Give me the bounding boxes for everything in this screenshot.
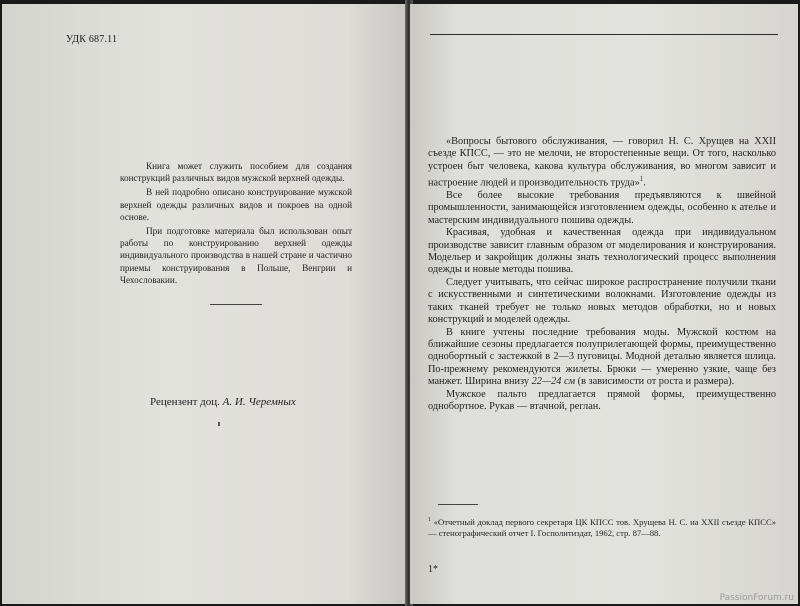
fashion-text-end: (в зависимости от роста и размера). bbox=[577, 376, 735, 388]
trouser-width: 22—24 см bbox=[531, 376, 576, 388]
body-paragraph: Все более высокие требования предъявляются к швейной промышленности, занимающейся изготовлением одежды, особенно к ателье и мастерским индивидуального пошива одежды. bbox=[428, 190, 776, 226]
annotation-paragraph: В ней подробно описано конструирование мужской верхней одежды различных видов и покроев на одной основе. bbox=[120, 187, 352, 222]
footnote bbox=[428, 515, 776, 539]
reviewer-line bbox=[150, 396, 370, 408]
reviewer-name: А. И. Черемных bbox=[222, 396, 296, 408]
body-paragraph: Мужское пальто предлагается прямой формы, преимущественно однобортное. Рукав — втачной, реглан. bbox=[428, 388, 776, 412]
book-annotation bbox=[120, 160, 352, 288]
left-page bbox=[2, 4, 408, 604]
footnote-text: «Отчетный доклад первого секретаря ЦК КПСС тов. Хрущева Н. С. на XXII съезде КПСС» — стенографический отчет I. Госполитиздат, 1962, стр. 87—88. bbox=[428, 516, 776, 538]
footnote-rule bbox=[438, 504, 478, 505]
body-paragraph: Красивая, удобная и качественная одежда при индивидуальном производстве зависит главным образом от моделирования и конструирования. Модельер и закройщик должны знать технологический процесс выполнения одежды и новые методы пошива. bbox=[428, 227, 776, 276]
watermark: PassionForum.ru bbox=[719, 593, 794, 603]
fashion-text: В книге учтены последние требования моды. Мужской костюм на ближайшие сезоны предлагается полуприлегающей формы, преимущественно однобортный с застежкой в 2—3 пуговицы. Модной деталью является шлица. По-прежнему рекомендуются жилеты. Брюки — умеренно узкие, чаще без манжет. Ширина внизу bbox=[428, 326, 776, 388]
header-rule bbox=[430, 34, 778, 35]
quote-end: . bbox=[643, 177, 646, 189]
annotation-paragraph: Книга может служить пособием для создания конструкций различных видов мужской верхней одежды. bbox=[120, 161, 352, 184]
body-paragraph bbox=[428, 136, 776, 190]
body-paragraph: Следует учитывать, что сейчас широкое распространение получили ткани с искусственными и синтетическими волокнами. Изготовление одежды из таких тканей требует не только новых методов обработки, но и новых конструкций и моделей одежды. bbox=[428, 276, 776, 326]
body-paragraph bbox=[428, 327, 776, 389]
preface-text bbox=[428, 136, 776, 413]
annotation-paragraph: При подготовке материала был использован опыт работы по конструированию верхней одежды индивидуального производства в нашей стране и частично приемы конструирования в Польше, Венгрии и Чехословакии. bbox=[120, 226, 352, 285]
print-mark bbox=[218, 422, 220, 426]
separator-rule bbox=[210, 304, 262, 305]
footnote-ref: 1 bbox=[639, 175, 644, 184]
footnote-mark: 1 bbox=[428, 517, 431, 523]
reviewer-label: Рецензент доц. bbox=[150, 396, 220, 408]
right-page bbox=[410, 4, 798, 604]
quote-text: «Вопросы бытового обслуживания, — говорил Н. С. Хрущев на XXII съезде КПСС, — это не мелочи, не второстепенные вещи. От того, насколько устроен быт человека, какова культура обслуживания, во многом зависит и настроение людей и производительность труда» bbox=[428, 136, 776, 189]
printer-signature: 1* bbox=[428, 564, 438, 575]
udk-code: УДК 687.11 bbox=[66, 34, 118, 45]
